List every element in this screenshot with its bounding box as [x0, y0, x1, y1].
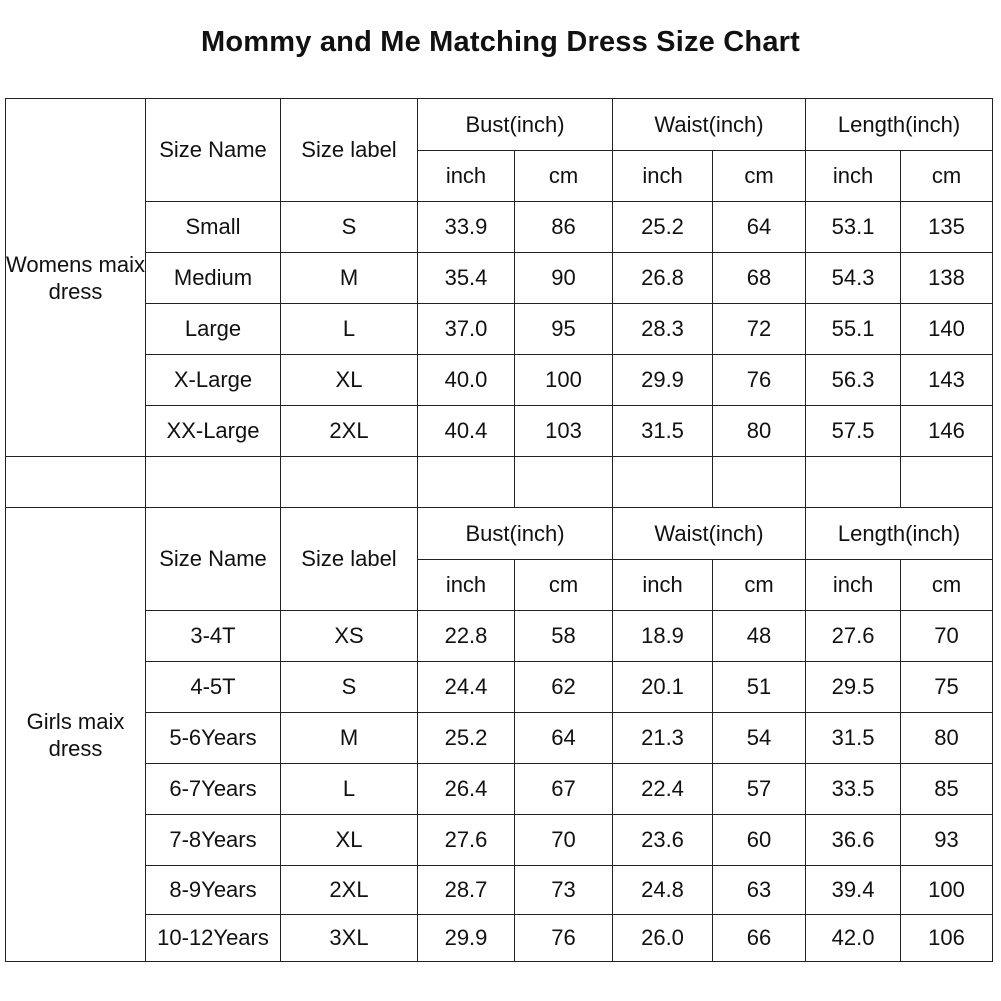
size-name-header: Size Name: [146, 99, 281, 202]
bust-header: Bust(inch): [418, 508, 613, 560]
separator-row: [6, 457, 993, 508]
length-cm-cell: 75: [901, 662, 993, 713]
bust-cm-cell: 64: [515, 713, 613, 764]
size-name-cell: Small: [146, 202, 281, 253]
size-label-cell: XL: [281, 355, 418, 406]
length-cm-header: cm: [901, 560, 993, 611]
waist-cm-cell: 51: [713, 662, 806, 713]
bust-cm-cell: 95: [515, 304, 613, 355]
size-label-header: Size label: [281, 99, 418, 202]
length-inch-cell: 54.3: [806, 253, 901, 304]
table-row: [6, 713, 993, 764]
empty-cell: [713, 457, 806, 508]
size-name-cell: 7-8Years: [146, 815, 281, 866]
waist-cm-cell: 68: [713, 253, 806, 304]
waist-cm-header: cm: [713, 151, 806, 202]
waist-cm-cell: 80: [713, 406, 806, 457]
girls-group-label: Girls maix dress: [6, 508, 146, 962]
length-inch-cell: 33.5: [806, 764, 901, 815]
womens-header-row: [6, 99, 993, 151]
size-name-cell: 5-6Years: [146, 713, 281, 764]
length-inch-cell: 29.5: [806, 662, 901, 713]
waist-inch-header: inch: [613, 151, 713, 202]
table-row: [6, 764, 993, 815]
size-label-cell: S: [281, 202, 418, 253]
bust-cm-header: cm: [515, 151, 613, 202]
empty-cell: [6, 457, 146, 508]
table-row: [6, 866, 993, 915]
size-label-cell: XL: [281, 815, 418, 866]
size-name-cell: Medium: [146, 253, 281, 304]
size-label-cell: L: [281, 764, 418, 815]
waist-cm-cell: 48: [713, 611, 806, 662]
bust-inch-cell: 37.0: [418, 304, 515, 355]
length-header: Length(inch): [806, 508, 993, 560]
waist-cm-cell: 60: [713, 815, 806, 866]
table-row: [6, 815, 993, 866]
bust-inch-header: inch: [418, 560, 515, 611]
bust-cm-cell: 86: [515, 202, 613, 253]
bust-inch-header: inch: [418, 151, 515, 202]
length-cm-cell: 146: [901, 406, 993, 457]
bust-cm-cell: 76: [515, 915, 613, 962]
bust-cm-cell: 90: [515, 253, 613, 304]
waist-inch-cell: 21.3: [613, 713, 713, 764]
waist-inch-cell: 22.4: [613, 764, 713, 815]
length-inch-cell: 36.6: [806, 815, 901, 866]
size-label-cell: 3XL: [281, 915, 418, 962]
length-cm-cell: 106: [901, 915, 993, 962]
waist-inch-header: inch: [613, 560, 713, 611]
size-name-cell: 6-7Years: [146, 764, 281, 815]
waist-cm-cell: 57: [713, 764, 806, 815]
length-inch-header: inch: [806, 560, 901, 611]
table-row: [6, 355, 993, 406]
size-label-header: Size label: [281, 508, 418, 611]
length-inch-cell: 39.4: [806, 866, 901, 915]
bust-header: Bust(inch): [418, 99, 613, 151]
table-row: [6, 304, 993, 355]
size-label-cell: S: [281, 662, 418, 713]
length-cm-cell: 143: [901, 355, 993, 406]
bust-cm-cell: 103: [515, 406, 613, 457]
waist-inch-cell: 29.9: [613, 355, 713, 406]
bust-inch-cell: 25.2: [418, 713, 515, 764]
bust-cm-cell: 70: [515, 815, 613, 866]
bust-cm-cell: 67: [515, 764, 613, 815]
table-row: [6, 253, 993, 304]
length-cm-header: cm: [901, 151, 993, 202]
length-inch-header: inch: [806, 151, 901, 202]
waist-cm-cell: 64: [713, 202, 806, 253]
length-cm-cell: 70: [901, 611, 993, 662]
bust-inch-cell: 28.7: [418, 866, 515, 915]
bust-cm-cell: 100: [515, 355, 613, 406]
size-label-cell: L: [281, 304, 418, 355]
length-cm-cell: 80: [901, 713, 993, 764]
table-row: [6, 915, 993, 962]
bust-inch-cell: 33.9: [418, 202, 515, 253]
waist-cm-header: cm: [713, 560, 806, 611]
page-title: Mommy and Me Matching Dress Size Chart: [201, 26, 800, 58]
bust-inch-cell: 27.6: [418, 815, 515, 866]
size-chart-table: [5, 98, 993, 962]
size-label-cell: M: [281, 253, 418, 304]
length-inch-cell: 53.1: [806, 202, 901, 253]
waist-cm-cell: 72: [713, 304, 806, 355]
empty-cell: [806, 457, 901, 508]
bust-cm-cell: 58: [515, 611, 613, 662]
table-row: [6, 202, 993, 253]
bust-inch-cell: 35.4: [418, 253, 515, 304]
table-row: [6, 406, 993, 457]
womens-group-label: Womens maix dress: [6, 99, 146, 457]
girls-header-row: [6, 508, 993, 560]
size-name-cell: 3-4T: [146, 611, 281, 662]
waist-inch-cell: 31.5: [613, 406, 713, 457]
waist-header: Waist(inch): [613, 508, 806, 560]
length-cm-cell: 100: [901, 866, 993, 915]
waist-inch-cell: 23.6: [613, 815, 713, 866]
empty-cell: [281, 457, 418, 508]
empty-cell: [613, 457, 713, 508]
length-cm-cell: 138: [901, 253, 993, 304]
length-header: Length(inch): [806, 99, 993, 151]
length-inch-cell: 56.3: [806, 355, 901, 406]
empty-cell: [418, 457, 515, 508]
bust-cm-cell: 62: [515, 662, 613, 713]
table-row: [6, 611, 993, 662]
size-name-cell: 8-9Years: [146, 866, 281, 915]
waist-inch-cell: 25.2: [613, 202, 713, 253]
waist-cm-cell: 63: [713, 866, 806, 915]
bust-cm-cell: 73: [515, 866, 613, 915]
length-cm-cell: 140: [901, 304, 993, 355]
waist-inch-cell: 26.8: [613, 253, 713, 304]
length-inch-cell: 57.5: [806, 406, 901, 457]
waist-inch-cell: 18.9: [613, 611, 713, 662]
waist-inch-cell: 20.1: [613, 662, 713, 713]
length-inch-cell: 55.1: [806, 304, 901, 355]
bust-inch-cell: 24.4: [418, 662, 515, 713]
length-cm-cell: 93: [901, 815, 993, 866]
size-name-cell: 10-12Years: [146, 915, 281, 962]
waist-cm-cell: 54: [713, 713, 806, 764]
length-cm-cell: 135: [901, 202, 993, 253]
size-name-header: Size Name: [146, 508, 281, 611]
bust-inch-cell: 29.9: [418, 915, 515, 962]
empty-cell: [515, 457, 613, 508]
length-inch-cell: 31.5: [806, 713, 901, 764]
waist-cm-cell: 66: [713, 915, 806, 962]
length-inch-cell: 27.6: [806, 611, 901, 662]
size-label-cell: 2XL: [281, 866, 418, 915]
waist-header: Waist(inch): [613, 99, 806, 151]
bust-inch-cell: 26.4: [418, 764, 515, 815]
waist-cm-cell: 76: [713, 355, 806, 406]
waist-inch-cell: 28.3: [613, 304, 713, 355]
bust-inch-cell: 40.4: [418, 406, 515, 457]
size-label-cell: M: [281, 713, 418, 764]
size-name-cell: XX-Large: [146, 406, 281, 457]
bust-cm-header: cm: [515, 560, 613, 611]
size-name-cell: 4-5T: [146, 662, 281, 713]
size-label-cell: 2XL: [281, 406, 418, 457]
size-name-cell: X-Large: [146, 355, 281, 406]
size-label-cell: XS: [281, 611, 418, 662]
empty-cell: [146, 457, 281, 508]
table-row: [6, 662, 993, 713]
waist-inch-cell: 24.8: [613, 866, 713, 915]
waist-inch-cell: 26.0: [613, 915, 713, 962]
length-cm-cell: 85: [901, 764, 993, 815]
length-inch-cell: 42.0: [806, 915, 901, 962]
bust-inch-cell: 22.8: [418, 611, 515, 662]
empty-cell: [901, 457, 993, 508]
size-name-cell: Large: [146, 304, 281, 355]
bust-inch-cell: 40.0: [418, 355, 515, 406]
